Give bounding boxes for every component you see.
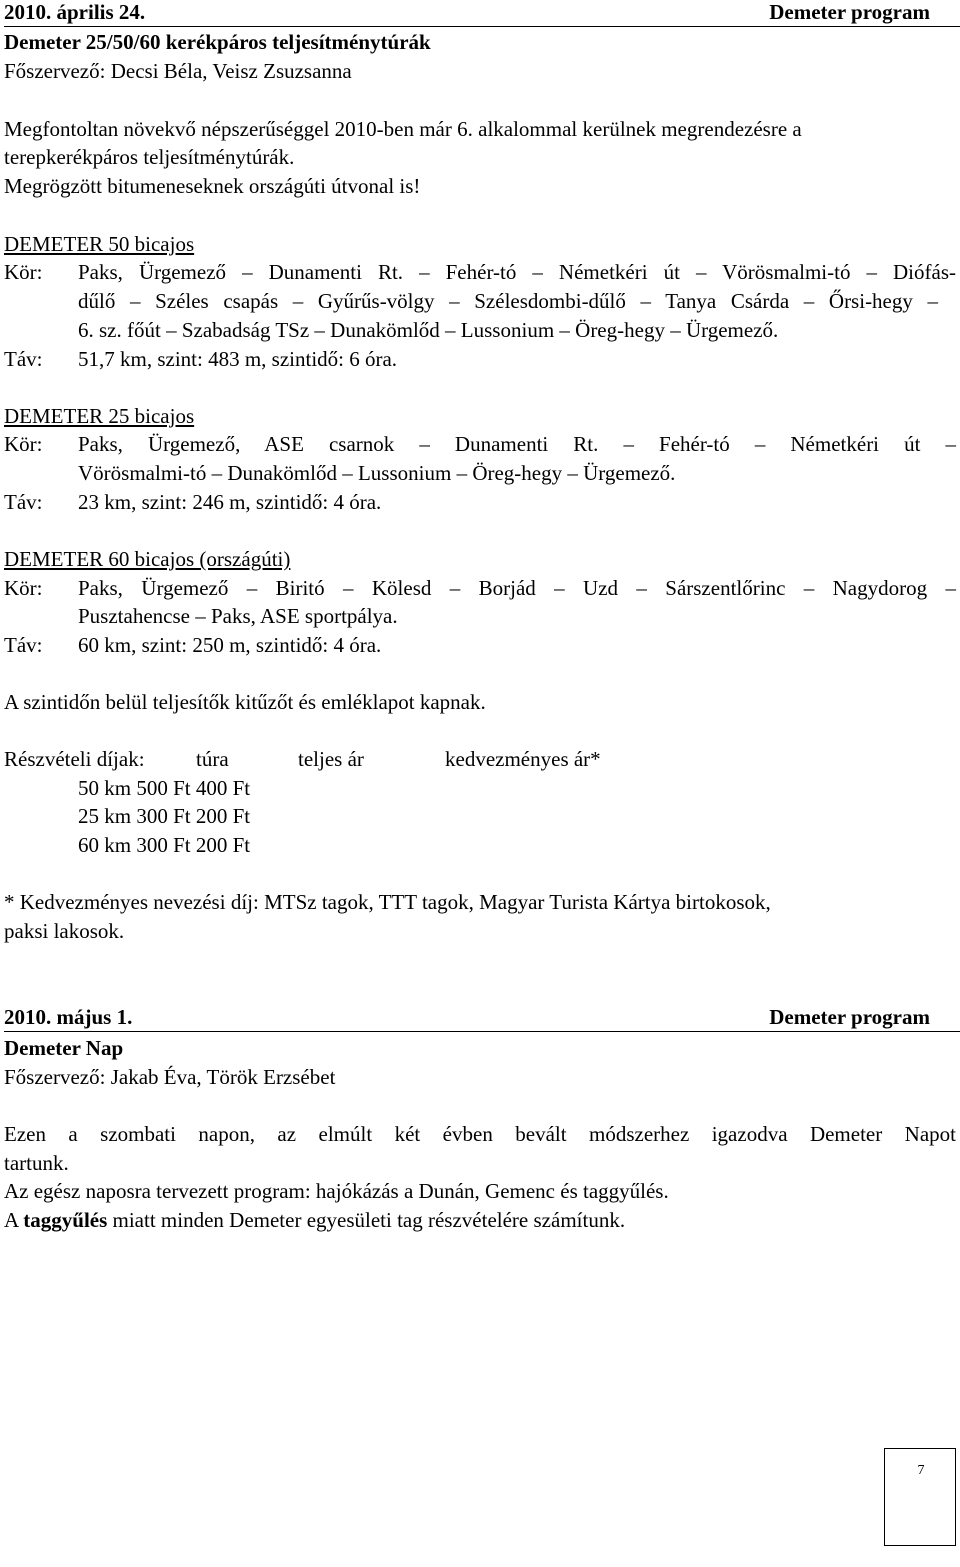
intro-line: Megfontoltan növekvő népszerűséggel 2010-ben már 6. alkalommal kerülnek megrendezésre a [4,117,802,141]
fees-label: Részvételi díjak: [4,747,145,771]
event-title: Demeter 25/50/60 kerékpáros teljesítménytúrák [4,30,431,54]
distance-label: Táv: [4,633,43,657]
route-line: Paks, Ürgemező – Dunamenti Rt. – Fehér-tó – Németkéri út – Vörösmalmi-tó – Diófás- [78,260,956,284]
paragraph-line: Ezen a szombati napon, az elmúlt két évben bevált módszerhez igazodva Demeter Napot [4,1122,956,1146]
route-line: Paks, Ürgemező, ASE csarnok – Dunamenti Rt. – Fehér-tó – Németkéri út – [78,432,956,456]
paragraph-line: Az egész naposra tervezett program: hajókázás a Dunán, Gemenc és taggyűlés. [4,1179,669,1203]
paragraph-line [4,1206,625,1235]
route-heading: DEMETER 50 bicajos [4,232,195,256]
fee-row [78,831,250,860]
event-title: Demeter Nap [4,1036,124,1060]
fee-distance: 50 km [78,776,132,800]
route-distance: 51,7 km, szint: 483 m, szintidő: 6 óra. [78,347,398,371]
fee-row [78,774,250,803]
event-date: 2010. április 24. [4,0,146,24]
route-label: Kör: [4,260,43,284]
fee-full: 500 Ft [136,776,191,800]
fee-discount: 400 Ft [195,776,251,800]
route-line: Paks, Ürgemező – Biritó – Kölesd – Borjád – Uzd – Sárszentlőrinc – Nagydorog – [78,576,956,600]
page-number: 7 [917,1463,925,1478]
para-text: A [4,1208,24,1232]
fee-discount: 200 Ft [195,833,251,857]
header-rule [4,26,960,27]
route-line: 6. sz. főút – Szabadság TSz – Dunakömlőd – Lussonium – Öreg-hegy – Ürgemező. [78,318,779,342]
page-number-box [884,1448,956,1546]
fee-row [78,802,250,831]
fees-header-tura: túra [196,747,229,771]
fee-distance: 60 km [78,833,132,857]
route-heading: DEMETER 60 bicajos (országúti) [4,547,291,571]
distance-label: Táv: [4,347,43,371]
fees-header-discount: kedvezményes ár* [445,747,601,771]
organizers: Főszervező: Jakab Éva, Török Erzsébet [4,1065,336,1089]
organizers: Főszervező: Decsi Béla, Veisz Zsuzsanna [4,59,352,83]
discount-note: * Kedvezményes nevezési díj: MTSz tagok, TTT tagok, Magyar Turista Kártya birtokosok, [4,890,771,914]
event-date: 2010. május 1. [4,1005,133,1029]
route-label: Kör: [4,432,43,456]
program-label: Demeter program [769,1005,930,1029]
distance-label: Táv: [4,490,43,514]
route-line: Vörösmalmi-tó – Dunakömlőd – Lussonium – Öreg-hegy – Ürgemező. [78,461,676,485]
header-rule [4,1031,960,1032]
route-distance: 23 km, szint: 246 m, szintidő: 4 óra. [78,490,382,514]
route-distance: 60 km, szint: 250 m, szintidő: 4 óra. [78,633,382,657]
intro-line: terepkerékpáros teljesítménytúrák. [4,145,295,169]
route-line: Pusztahencse – Paks, ASE sportpálya. [78,604,398,628]
route-heading: DEMETER 25 bicajos [4,404,195,428]
fee-full: 300 Ft [136,804,191,828]
program-label: Demeter program [769,0,930,24]
route-line: dűlő – Széles csapás – Gyűrűs-völgy – Szélesdombi-dűlő – Tanya Csárda – Őrsi-hegy – [78,289,938,313]
fee-distance: 25 km [78,804,132,828]
reward-note: A szintidőn belül teljesítők kitűzőt és emléklapot kapnak. [4,690,486,714]
fee-discount: 200 Ft [195,804,251,828]
para-text: miatt minden Demeter egyesületi tag részvételére számítunk. [107,1208,626,1232]
discount-note: paksi lakosok. [4,919,125,943]
route-label: Kör: [4,576,43,600]
paragraph-line: tartunk. [4,1151,69,1175]
fee-full: 300 Ft [136,833,191,857]
intro-line: Megrögzött bitumeneseknek országúti útvonal is! [4,174,421,198]
para-bold-text: taggyűlés [23,1208,108,1232]
fees-header-full: teljes ár [298,747,364,771]
